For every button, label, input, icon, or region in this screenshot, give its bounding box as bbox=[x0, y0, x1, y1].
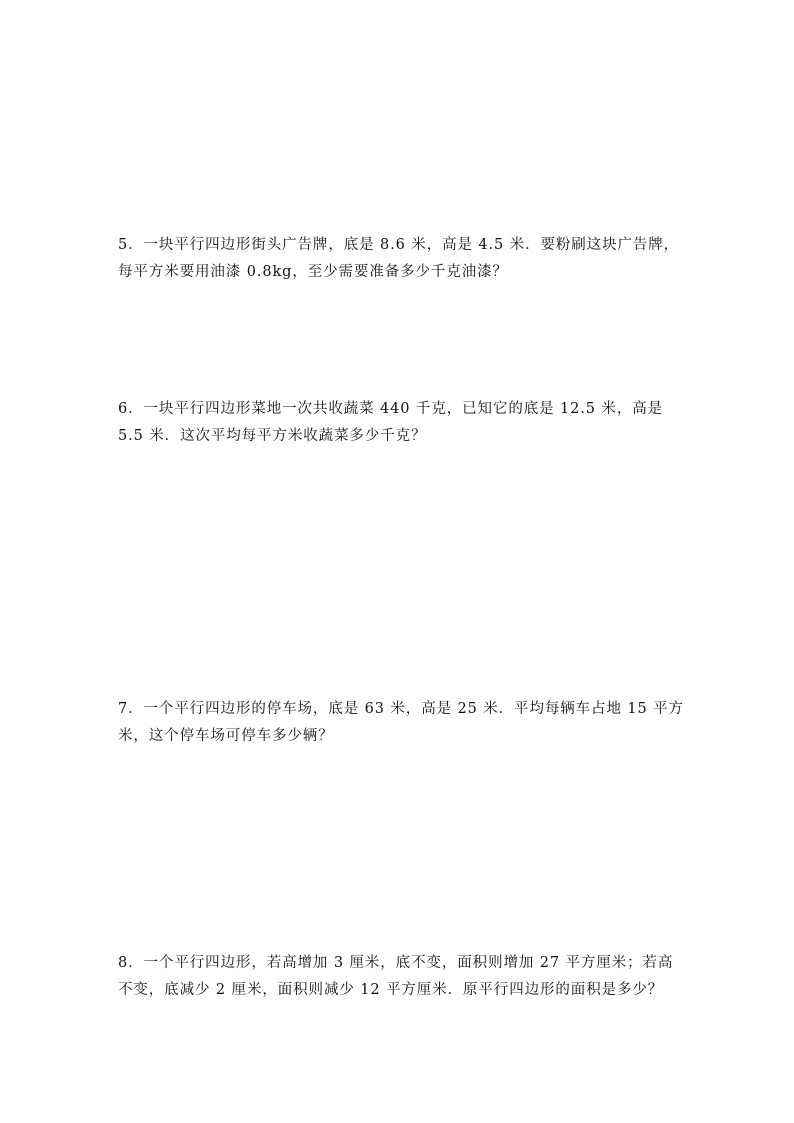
problem-8 bbox=[118, 950, 698, 1004]
problem-6 bbox=[118, 396, 698, 450]
problem-6-line-1: 6．一块平行四边形菜地一次共收蔬菜 440 千克，已知它的底是 12.5 米，高是 bbox=[118, 401, 664, 417]
problem-7-line-1: 7．一个平行四边形的停车场，底是 63 米，高是 25 米．平均每辆车占地 15 平方 bbox=[118, 701, 684, 717]
problem-5 bbox=[118, 232, 698, 286]
problem-7-line-2: 米，这个停车场可停车多少辆？ bbox=[118, 728, 334, 744]
problem-8-line-2: 不变，底减少 2 厘米，面积则减少 12 平方厘米．原平行四边形的面积是多少？ bbox=[118, 982, 664, 998]
problem-5-line-1: 5．一块平行四边形街头广告牌，底是 8.6 米，高是 4.5 米．要粉刷这块广告牌， bbox=[118, 237, 680, 253]
problem-7 bbox=[118, 696, 698, 750]
problem-8-line-1: 8．一个平行四边形，若高增加 3 厘米，底不变，面积则增加 27 平方厘米；若高 bbox=[118, 955, 674, 971]
problem-5-line-2: 每平方米要用油漆 0.8kg，至少需要准备多少千克油漆？ bbox=[118, 264, 508, 280]
problem-6-line-2: 5.5 米．这次平均每平方米收蔬菜多少千克？ bbox=[118, 428, 427, 444]
